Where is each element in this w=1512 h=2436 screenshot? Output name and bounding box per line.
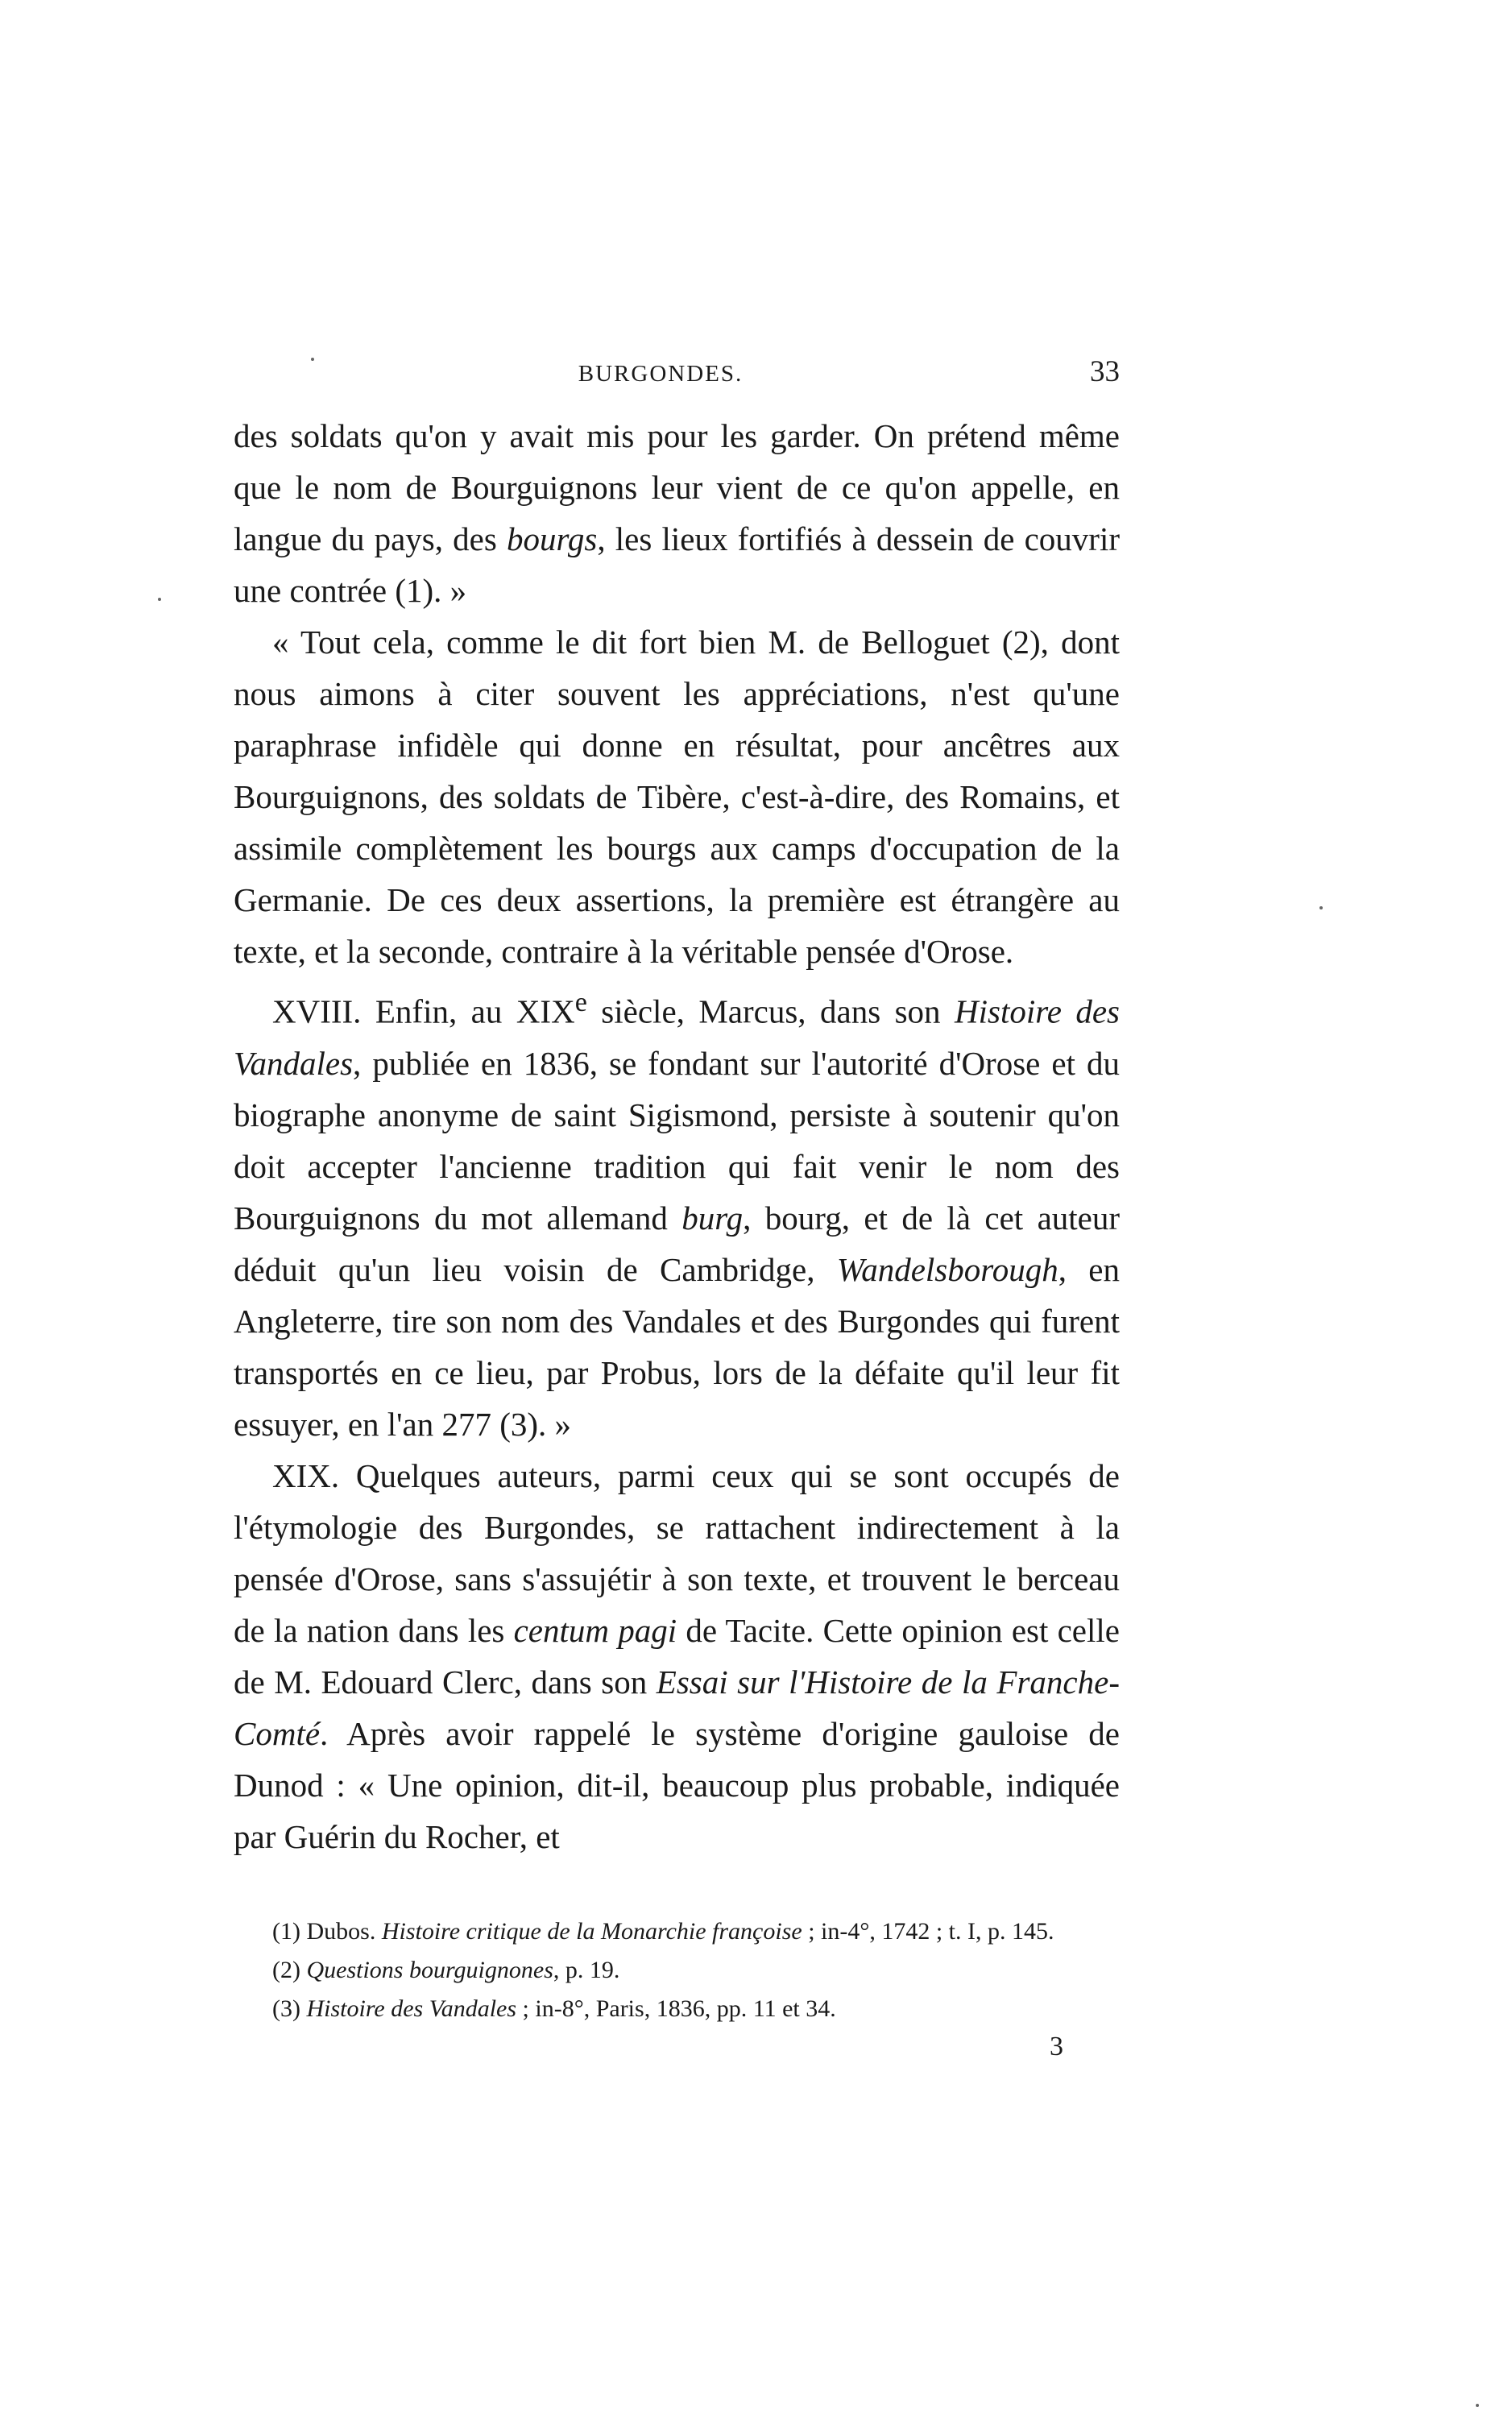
footnote-3: (3) Histoire des Vandales ; in-8°, Paris, 1836, pp. 11 et 34. xyxy=(272,1995,836,2022)
paragraph-section-xix: XIX. Quelques auteurs, parmi ceux qui se sont occupés de l'étymologie des Burgondes, se rattachent indirectement à la pensée d'Orose, sans s'assujétir à son texte, et trouvent le berceau de la nation dans les centum pagi de Tacite. Cette opinion est celle de M. Edouard Clerc, dans son Essai sur l'Histoire de la Franche-Comté. Après avoir rappelé le système d'origine gauloise de Dunod : « Une opinion, dit-il, beaucoup plus probable, indiquée par Guérin du Rocher, et xyxy=(234,1456,1120,1855)
page-number: 33 xyxy=(1090,355,1120,388)
scan-speck xyxy=(1476,2404,1479,2407)
running-title: BURGONDES. xyxy=(578,361,744,387)
running-header xyxy=(234,354,1120,389)
signature-mark: 3 xyxy=(1050,2031,1063,2061)
paragraph: des soldats qu'on y avait mis pour les garder. On prétend même que le nom de Bourguignons leur vient de ce qu'on appelle, en langue du pays, des bourgs, les lieux fortifiés à dessein de couvrir une contrée (1). » xyxy=(234,417,1120,609)
body-text xyxy=(234,410,1120,1862)
footnote-2: (2) Questions bourguignones, p. 19. xyxy=(272,1956,620,1983)
footnotes xyxy=(234,1912,1120,2028)
paragraph-section-xviii: XVIII. Enfin, au XIXe siècle, Marcus, dans son Histoire des Vandales, publiée en 1836, se fondant sur l'autorité d'Orose et du biographe anonyme de saint Sigismond, persiste à soutenir qu'on doit accepter l'ancienne tradition qui fait venir le nom des Bourguignons du mot allemand burg, bourg, et de là cet auteur déduit qu'un lieu voisin de Cambridge, Wandelsborough, en Angleterre, tire son nom des Vandales et des Burgondes qui furent transportés en ce lieu, par Probus, lors de la défaite qu'il leur fit essuyer, en l'an 277 (3). » xyxy=(234,988,1121,1443)
book-page xyxy=(234,354,1120,2062)
scan-speck xyxy=(1319,906,1323,909)
footnote-1: (1) Dubos. Histoire critique de la Monarchie françoise ; in-4°, 1742 ; t. I, p. 145. xyxy=(272,1917,1054,1945)
scan-speck xyxy=(158,598,161,601)
paragraph: « Tout cela, comme le dit fort bien M. de Belloguet (2), dont nous aimons à citer souvent les appréciations, n'est qu'une paraphrase infidèle qui donne en résultat, pour ancêtres aux Bourguignons, des soldats de Tibère, c'est-à-dire, des Romains, et assimile complètement les bourgs aux camps d'occupation de la Germanie. De ces deux assertions, la première est étrangère au texte, et la seconde, contraire à la véritable pensée d'Orose. xyxy=(234,624,1120,970)
